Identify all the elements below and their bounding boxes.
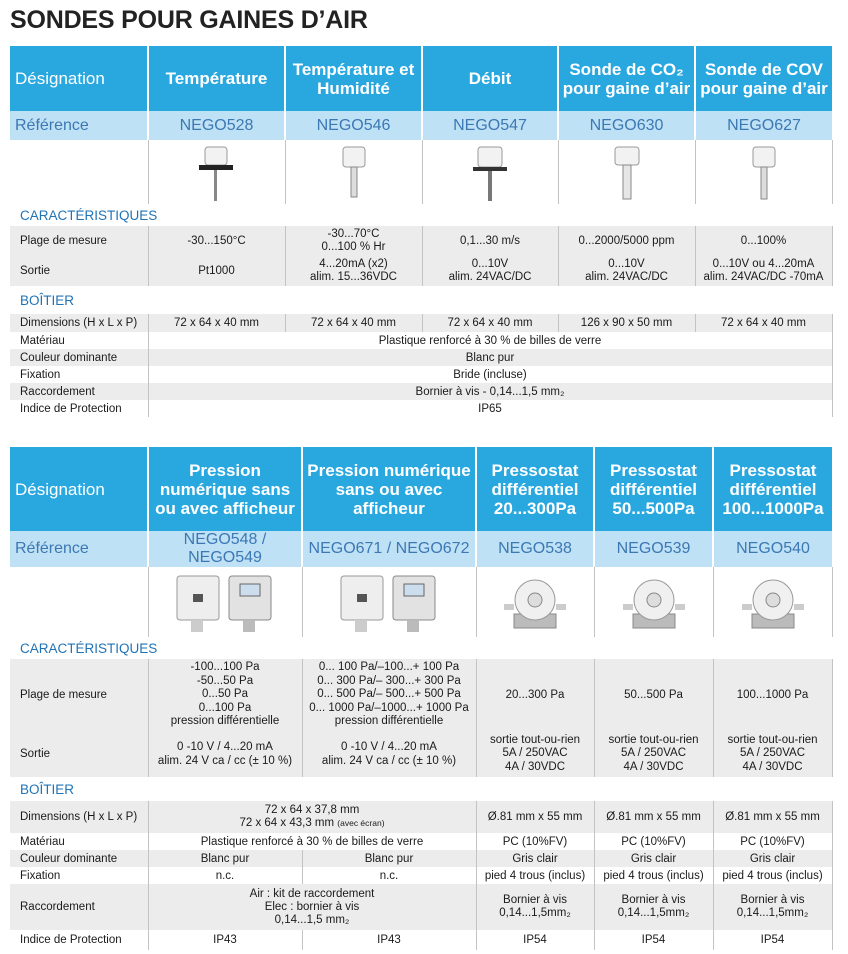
table-cell: pied 4 trous (inclus) [476, 867, 594, 884]
table-cell: Blanc pur [148, 349, 832, 366]
table-cell: 72 x 64 x 40 mm [422, 314, 558, 332]
row-label-sortie: Sortie [10, 256, 148, 286]
table-cell: sortie tout-ou-rien 5A / 250VAC 4A / 30VDC [713, 731, 832, 777]
row-label-materiau: Matériau [20, 835, 65, 848]
row-label-couleur: Couleur dominante [10, 349, 148, 366]
row-label-ip: Indice de Protection [20, 402, 122, 415]
table-cell: Plastique renforcé à 30 % de billes de verre [148, 332, 832, 349]
table-cell: n.c. [302, 867, 476, 884]
table-cell: Bornier à vis 0,14...1,5mm₂ [713, 884, 832, 930]
table-cell: pied 4 trous (inclus) [713, 867, 832, 884]
designation-label: Désignation [10, 447, 148, 531]
reference-label: Référence [10, 531, 148, 567]
section-title-boitier: BOÎTIER [20, 781, 75, 797]
reference-code: NEGO627 [695, 111, 832, 140]
table-cell: Gris clair [476, 850, 594, 867]
product-image [594, 567, 713, 637]
dimensions-screen-note: (avec écran) [337, 818, 385, 828]
column-title: Pressostat différentiel 50...500Pa [594, 447, 713, 531]
table-cell: 0...100% [695, 226, 832, 256]
pressure-sensors-table [10, 447, 833, 950]
table-cell: sortie tout-ou-rien 5A / 250VAC 4A / 30VDC [476, 731, 594, 777]
product-image [695, 140, 832, 204]
table-cell: Ø.81 mm x 55 mm [713, 801, 832, 833]
table-cell: -30...150°C [148, 226, 285, 256]
section-title-caracteristiques: CARACTÉRISTIQUES [20, 207, 158, 223]
reference-code: NEGO546 [285, 111, 422, 140]
column-title: Pressostat différentiel 20...300Pa [476, 447, 594, 531]
table-cell: Plastique renforcé à 30 % de billes de verre [148, 833, 476, 850]
reference-code: NEGO630 [558, 111, 695, 140]
table-cell: Ø.81 mm x 55 mm [594, 801, 713, 833]
row-label-fixation: Fixation [20, 869, 61, 882]
table-cell: Bride (incluse) [148, 366, 832, 383]
row-label-raccordement: Raccordement [10, 383, 148, 400]
row-label-fixation: Fixation [20, 368, 61, 381]
reference-code: NEGO540 [713, 531, 832, 567]
table-cell: 0...10V alim. 24VAC/DC [558, 256, 695, 286]
product-image [422, 140, 558, 204]
table-cell: Bornier à vis 0,14...1,5mm₂ [594, 884, 713, 930]
table-cell: Pt1000 [148, 256, 285, 286]
table-cell: 72 x 64 x 40 mm [695, 314, 832, 332]
table-cell: IP65 [148, 400, 832, 417]
product-image [285, 140, 422, 204]
table-cell: IP54 [713, 930, 832, 950]
dimensions-with-screen [152, 817, 473, 830]
table-cell: 0...10V alim. 24VAC/DC [422, 256, 558, 286]
table-cell: -30...70°C 0...100 % Hr [285, 226, 422, 256]
table-cell: Blanc pur [302, 850, 476, 867]
reference-code: NEGO539 [594, 531, 713, 567]
column-title: Débit [422, 46, 558, 111]
row-label-plage: Plage de mesure [10, 226, 148, 256]
product-image [713, 567, 832, 637]
row-label-sortie: Sortie [10, 731, 148, 777]
table-cell: 0...10V ou 4...20mA alim. 24VAC/DC -70mA [695, 256, 832, 286]
table-cell: 72 x 64 x 40 mm [148, 314, 285, 332]
page-title: SONDES POUR GAINES D’AIR [10, 6, 368, 34]
product-image [476, 567, 594, 637]
table-cell: IP43 [148, 930, 302, 950]
table-cell: 0... 100 Pa/–100...+ 100 Pa 0... 300 Pa/– 300...+ 300 Pa 0... 500 Pa/– 500...+ 500 Pa 0... 1000 Pa/–1000...+ 1000 Pa pression différentielle [302, 659, 476, 731]
row-label-plage: Plage de mesure [10, 659, 148, 731]
table-cell: 100...1000 Pa [713, 659, 832, 731]
dimensions-main: 72 x 64 x 37,8 mm [264, 804, 360, 816]
column-title: Sonde de COV pour gaine d’air [695, 46, 832, 111]
table-cell: n.c. [148, 867, 302, 884]
reference-code: NEGO548 / NEGO549 [148, 531, 302, 567]
table-cell: Ø.81 mm x 55 mm [476, 801, 594, 833]
section-title-boitier: BOÎTIER [20, 292, 75, 308]
reference-code: NEGO671 / NEGO672 [302, 531, 476, 567]
column-title: Pression numérique sans ou avec afficheur [302, 447, 476, 531]
reference-code: NEGO528 [148, 111, 285, 140]
designation-label: Désignation [10, 46, 148, 111]
column-title: Pression numérique sans ou avec afficheur [148, 447, 302, 531]
column-title: Sonde de CO₂ pour gaine d’air [558, 46, 695, 111]
table-cell: 0,1...30 m/s [422, 226, 558, 256]
table-cell: IP43 [302, 930, 476, 950]
table-cell: pied 4 trous (inclus) [594, 867, 713, 884]
table-cell: Bornier à vis - 0,14...1,5 mm₂ [148, 383, 832, 400]
table-cell: Gris clair [594, 850, 713, 867]
row-label-couleur: Couleur dominante [10, 850, 148, 867]
table-cell: Gris clair [713, 850, 832, 867]
reference-label: Référence [10, 111, 148, 140]
row-label-ip: Indice de Protection [20, 934, 122, 946]
table-cell: PC (10%FV) [713, 833, 832, 850]
table-cell: 50...500 Pa [594, 659, 713, 731]
product-image [558, 140, 695, 204]
reference-code: NEGO538 [476, 531, 594, 567]
table-cell: Air : kit de raccordement Elec : bornier à vis 0,14...1,5 mm₂ [148, 884, 476, 930]
dimensions-screen-value: 72 x 64 x 43,3 mm [239, 817, 335, 829]
row-label-materiau: Matériau [20, 334, 65, 347]
product-image [148, 140, 285, 204]
column-title: Température et Humidité [285, 46, 422, 111]
table-cell [148, 801, 476, 833]
duct-sensors-table [10, 46, 833, 417]
table-cell: PC (10%FV) [476, 833, 594, 850]
product-image [302, 567, 476, 637]
table-cell: Bornier à vis 0,14...1,5mm₂ [476, 884, 594, 930]
section-title-caracteristiques: CARACTÉRISTIQUES [20, 640, 158, 656]
reference-code: NEGO547 [422, 111, 558, 140]
table-cell: -100...100 Pa -50...50 Pa 0...50 Pa 0...100 Pa pression différentielle [148, 659, 302, 731]
table-cell: 126 x 90 x 50 mm [558, 314, 695, 332]
table-cell: 0 -10 V / 4...20 mA alim. 24 V ca / cc (± 10 %) [148, 731, 302, 777]
row-label-dimensions: Dimensions (H x L x P) [10, 801, 148, 833]
column-title: Température [148, 46, 285, 111]
table-cell: IP54 [476, 930, 594, 950]
table-cell: PC (10%FV) [594, 833, 713, 850]
table-cell: Blanc pur [148, 850, 302, 867]
table-cell: 0...2000/5000 ppm [558, 226, 695, 256]
table-cell: 20...300 Pa [476, 659, 594, 731]
row-label-raccordement: Raccordement [10, 884, 148, 930]
row-label-dimensions: Dimensions (H x L x P) [10, 314, 148, 332]
table-cell: 4...20mA (x2) alim. 15...36VDC [285, 256, 422, 286]
table-cell: 72 x 64 x 40 mm [285, 314, 422, 332]
product-image [148, 567, 302, 637]
table-cell: IP54 [594, 930, 713, 950]
table-cell: sortie tout-ou-rien 5A / 250VAC 4A / 30VDC [594, 731, 713, 777]
column-title: Pressostat différentiel 100...1000Pa [713, 447, 832, 531]
table-cell: 0 -10 V / 4...20 mA alim. 24 V ca / cc (± 10 %) [302, 731, 476, 777]
